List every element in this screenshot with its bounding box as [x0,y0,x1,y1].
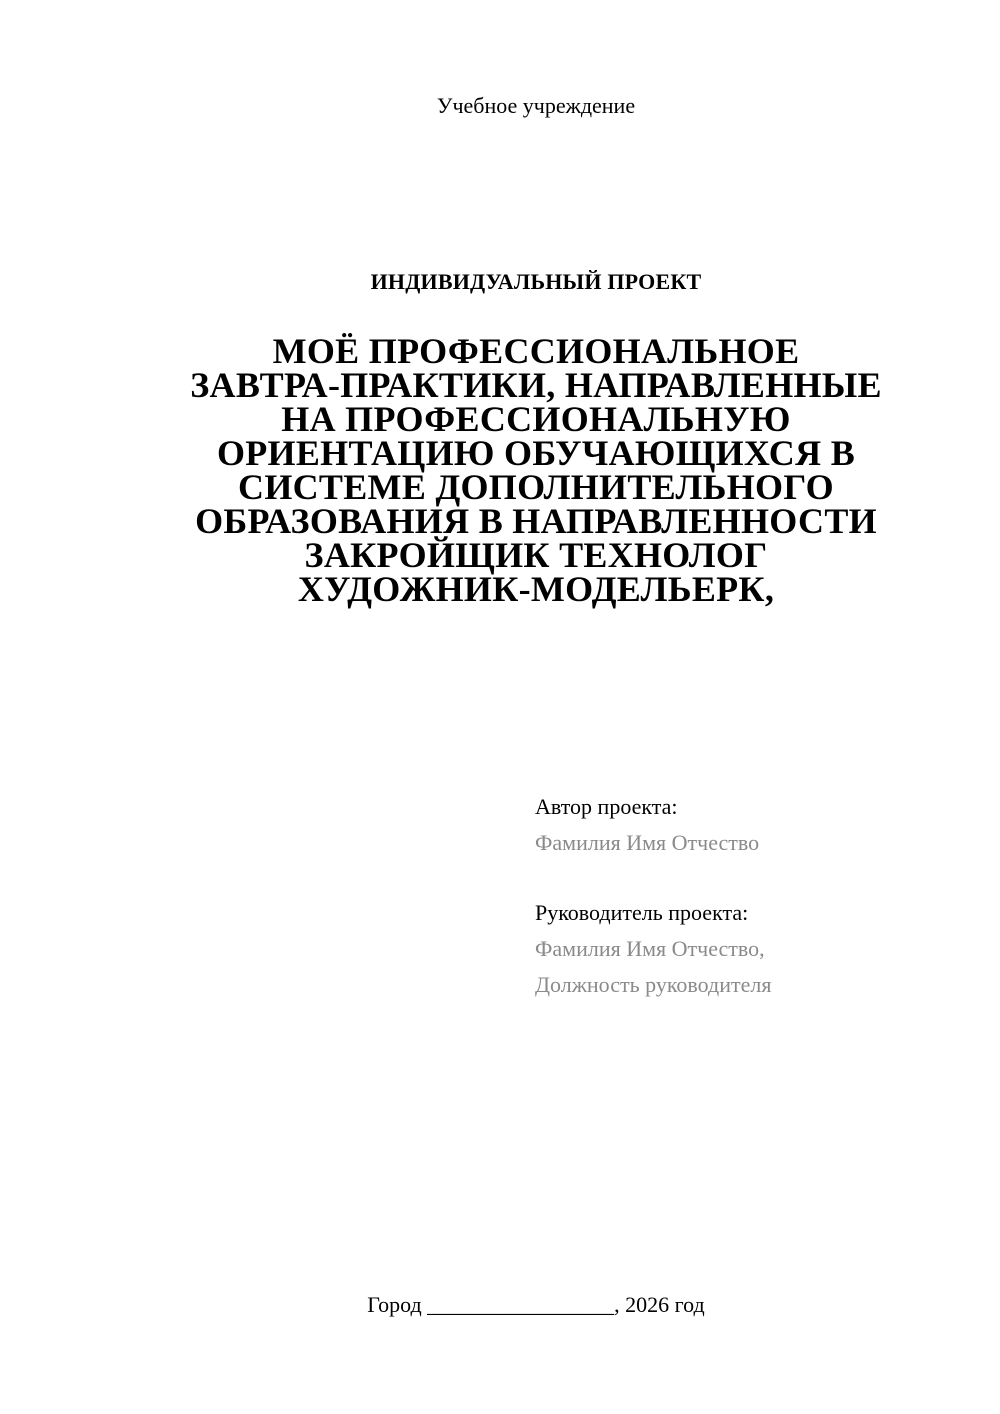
title-line: ЗАВТРА-ПРАКТИКИ, НАПРАВЛЕННЫЕ [190,365,882,405]
title-line: ОРИЕНТАЦИЮ ОБУЧАЮЩИХСЯ В [216,433,856,473]
title-line: СИСТЕМЕ ДОПОЛНИТЕЛЬНОГО [238,467,834,507]
institution-name: Учебное учреждение [436,93,636,118]
title-line: ХУДОЖНИК-МОДЕЛЬЕРК, [297,569,775,609]
project-info-block [535,789,771,1003]
author-name-placeholder: Фамилия Имя Отчество [535,830,760,855]
author-label: Автор проекта: [535,794,678,819]
supervisor-name-placeholder: Фамилия Имя Отчество, [535,936,765,961]
supervisor-position-placeholder: Должность руководителя [535,972,772,997]
title-line: МОЁ ПРОФЕССИОНАЛЬНОЕ [272,331,800,371]
title-line: ОБРАЗОВАНИЯ В НАПРАВЛЕННОСТИ [195,501,877,541]
title-line: НА ПРОФЕССИОНАЛЬНУЮ [281,399,791,439]
project-title [100,331,972,609]
spacer [535,861,771,895]
city-year-footer: Город _________________, 2026 год [367,1292,705,1317]
project-type-heading: ИНДИВИДУАЛЬНЫЙ ПРОЕКТ [370,269,702,294]
title-line: ЗАКРОЙЩИК ТЕХНОЛОГ [304,535,768,575]
supervisor-label: Руководитель проекта: [535,900,749,925]
